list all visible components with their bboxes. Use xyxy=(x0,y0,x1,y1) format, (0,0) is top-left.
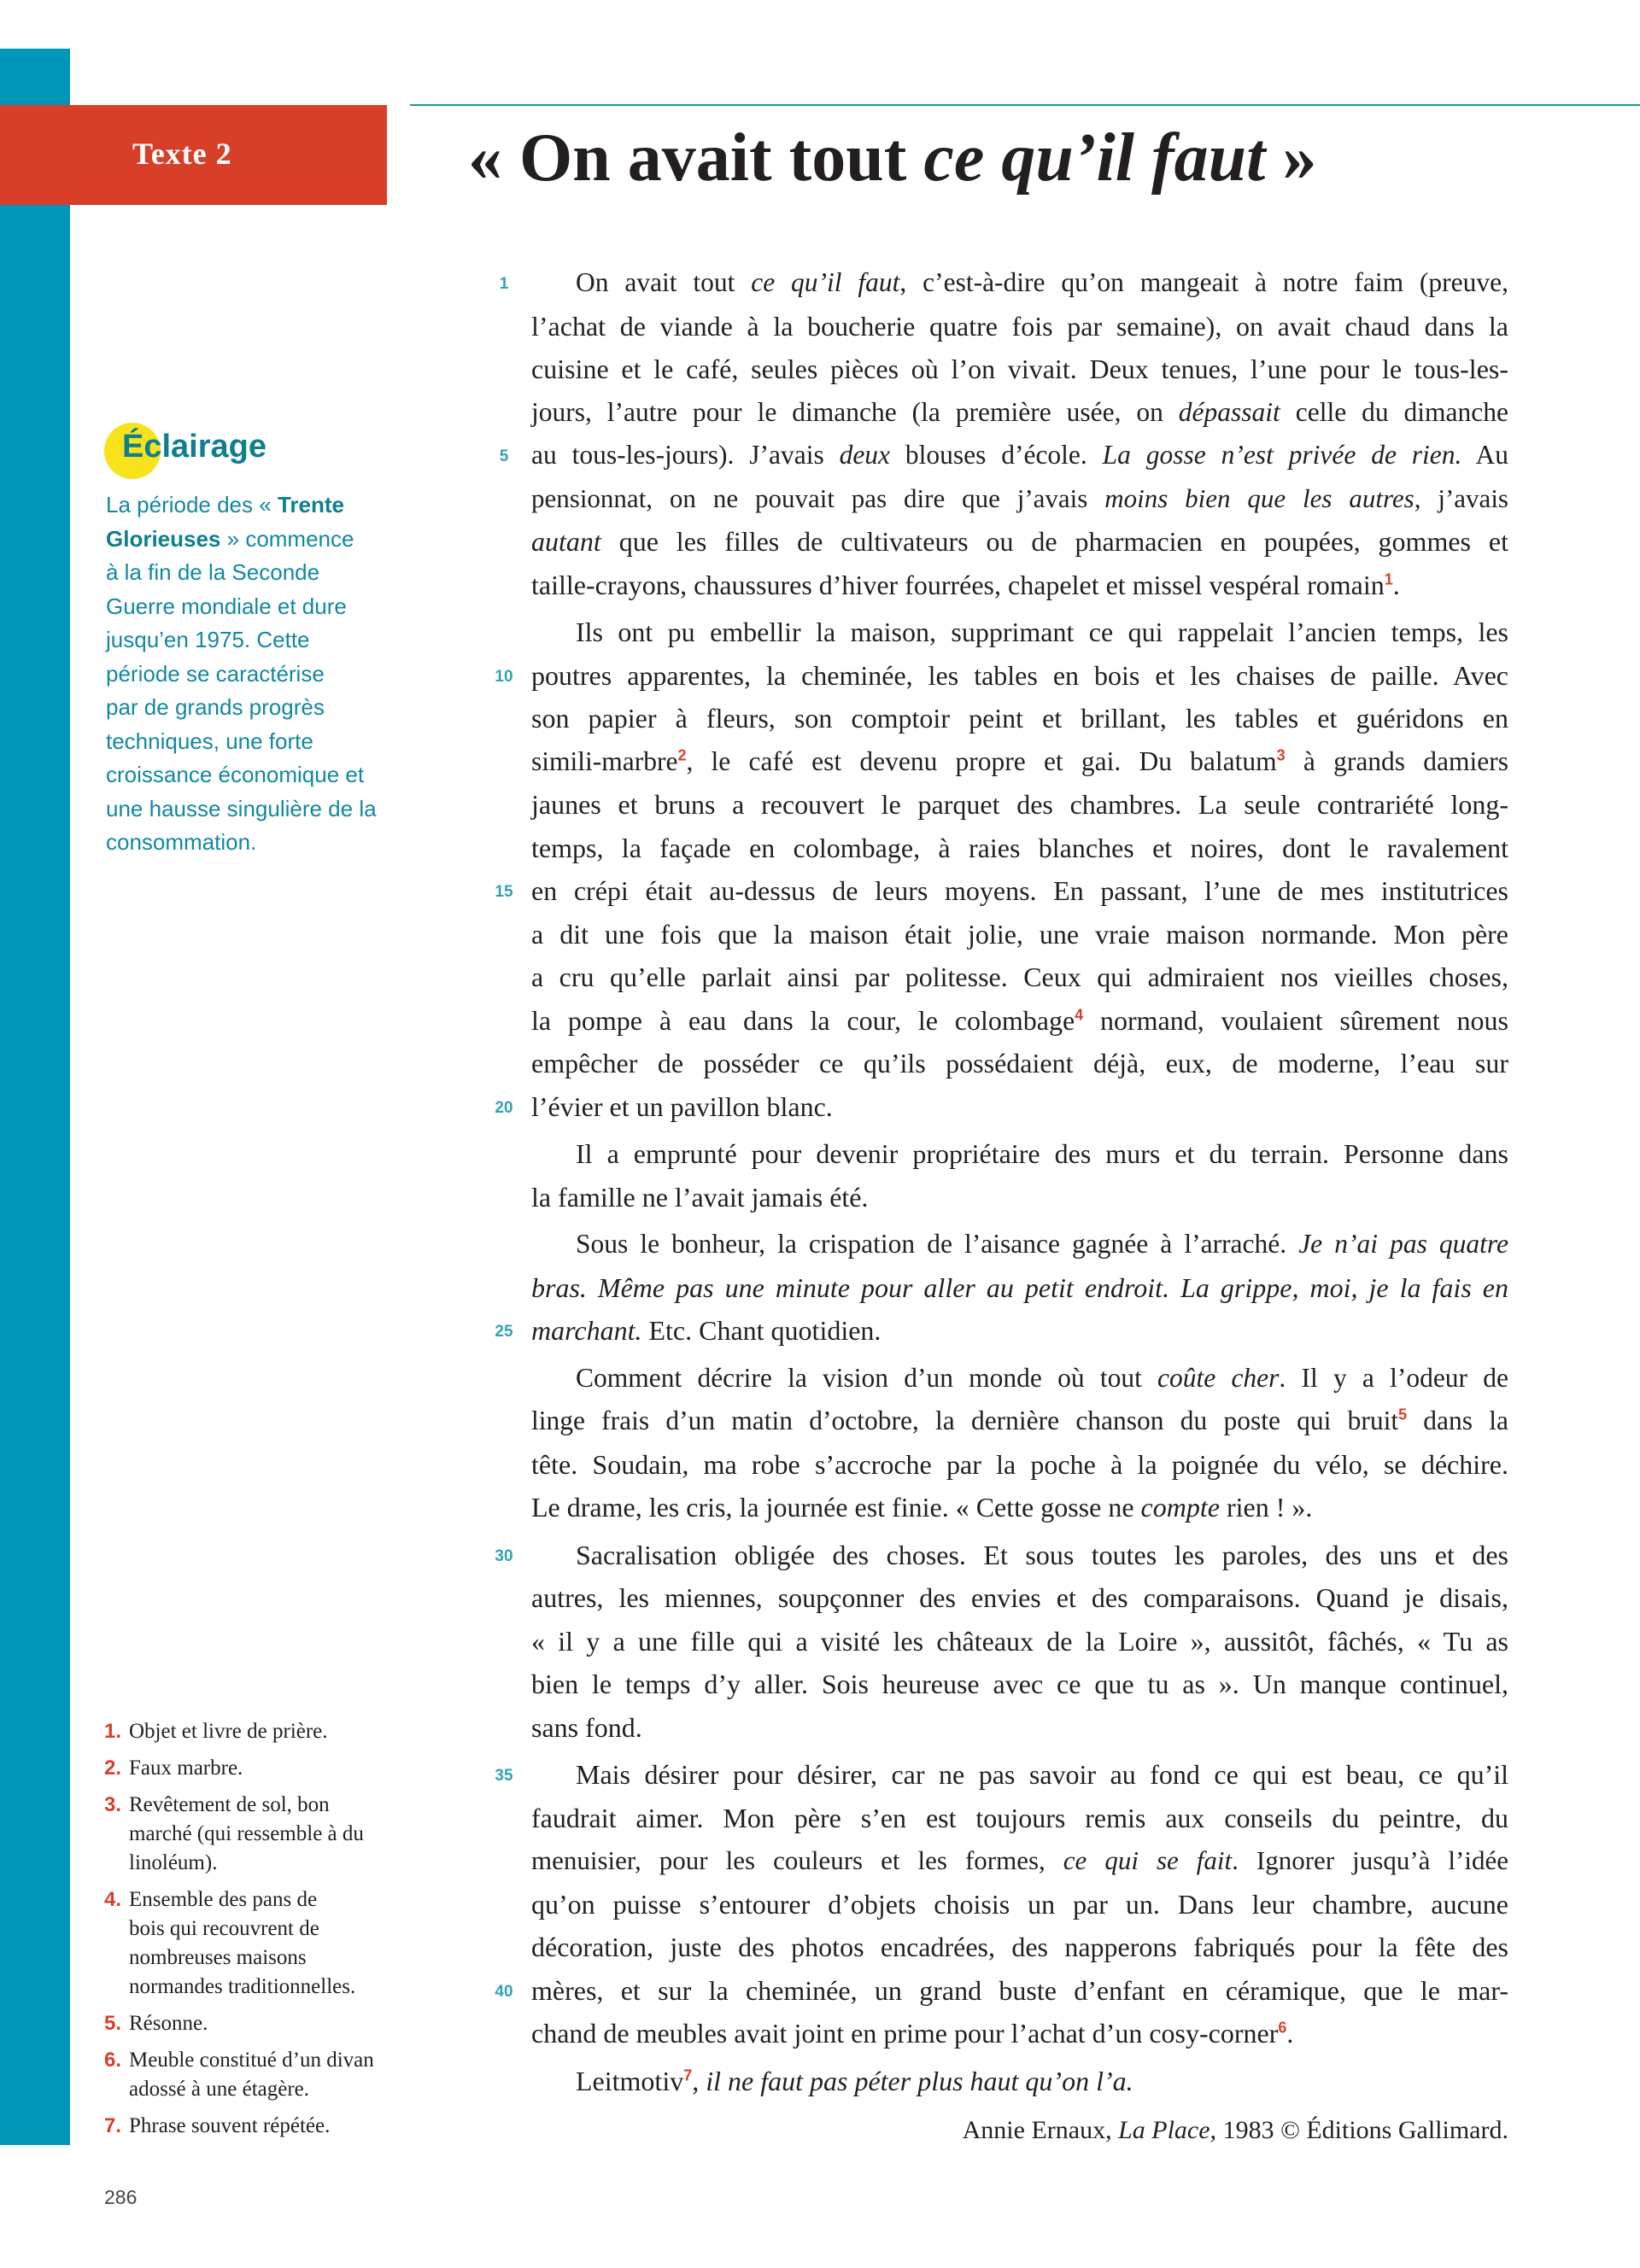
text-run: , xyxy=(692,2065,706,2096)
line-content xyxy=(531,1932,1508,1962)
eclairage-line xyxy=(106,590,422,624)
line-content xyxy=(531,617,1508,647)
footnote-text: Phrase souvent répétée. xyxy=(129,2114,331,2137)
text-run: menuisier, pour les couleurs et les formes, xyxy=(531,1845,1063,1875)
main-text xyxy=(495,261,1508,2102)
text-run: pensionnat, on ne pouvait pas dire que j’avais xyxy=(531,482,1105,513)
text-run: chand de meubles avait joint en prime pour l’achat d’un cosy-corner xyxy=(531,2018,1279,2049)
line-content xyxy=(531,1540,1508,1570)
text-run: poutres apparentes, la cheminée, les tables en bois et les chaises de paille. Avec xyxy=(531,659,1508,691)
text-run: une hausse singulière de la xyxy=(106,795,377,821)
line-content xyxy=(531,1975,1508,2006)
italic-text: marchant. xyxy=(531,1315,642,1346)
footnote-text: nombreuses maisons xyxy=(129,1946,307,1969)
footnote-text: normandes traditionnelles. xyxy=(129,1975,356,1998)
citation-work: La Place, xyxy=(1118,2116,1217,2144)
line-content xyxy=(531,746,1508,776)
text-line xyxy=(531,1706,1508,1750)
text-line xyxy=(531,1266,1508,1310)
footnote-ref: 3 xyxy=(1276,746,1286,763)
text-run: celle du dimanche xyxy=(1280,396,1508,427)
footnote-text: Revêtement de sol, bon xyxy=(129,1793,330,1816)
text-line xyxy=(495,1085,1508,1129)
footnote-ref: 7 xyxy=(683,2066,693,2084)
text-run: taille-crayons, chaussures d’hiver fourrées, chapelet et missel vespéral romain xyxy=(531,569,1385,600)
line-content xyxy=(531,833,1508,863)
text-line xyxy=(531,697,1508,740)
line-content xyxy=(531,875,1508,906)
page-number: 286 xyxy=(104,2186,138,2208)
text-run: Il a emprunté pour devenir propriétaire des murs et du terrain. Personne dans xyxy=(576,1138,1508,1169)
text-run: jusqu’en 1975. Cette xyxy=(106,627,310,652)
footnote-text: adossé à une étagère. xyxy=(129,2078,309,2101)
footnote-number: 6. xyxy=(104,2049,122,2072)
text-run: a cru qu’elle parlait ainsi par politesse. Ceux qui admiraient nos vieilles choses, xyxy=(531,962,1508,992)
citation-publisher: 1983 © Éditions Gallimard. xyxy=(1216,2116,1508,2144)
footnote-number: 4. xyxy=(104,1888,122,1911)
text-line xyxy=(531,1883,1508,1926)
footnote-item xyxy=(104,1754,429,1783)
italic-text: bras. Même pas une minute pour aller au petit endroit. La grippe, moi, je la fais en xyxy=(531,1271,1508,1303)
text-line xyxy=(531,1357,1508,1400)
line-content xyxy=(531,1229,1508,1259)
line-content xyxy=(531,267,1508,297)
text-run: Etc. Chant quotidien. xyxy=(641,1315,882,1346)
line-content xyxy=(531,1803,1508,1833)
line-content xyxy=(531,962,1508,992)
line-content xyxy=(531,397,1508,427)
footnote-ref: 5 xyxy=(1398,1406,1408,1423)
footnote-number: 1. xyxy=(104,1720,122,1743)
text-run: , c’est-à-dire qu’on mangeait à notre faim (preuve, xyxy=(899,267,1508,297)
text-run: , j’avais xyxy=(1414,482,1508,513)
line-number: 10 xyxy=(495,667,513,686)
line-content xyxy=(531,1005,1508,1036)
text-run: » commence xyxy=(220,525,354,552)
line-content xyxy=(531,1138,1508,1169)
footnote-text: linoléum). xyxy=(129,1851,218,1874)
footnote-text: Ensemble des pans de xyxy=(129,1888,318,1911)
text-run: On avait tout xyxy=(576,267,752,297)
text-run: a dit une fois que la maison était jolie, une vraie maison normande. Mon père xyxy=(531,918,1508,950)
text-line xyxy=(531,1486,1508,1529)
line-content xyxy=(531,1845,1508,1875)
text-run: jaunes et bruns a recouvert le parquet des chambres. La seule contrariété long- xyxy=(531,789,1508,820)
text-line xyxy=(531,477,1508,521)
line-content xyxy=(531,660,1508,691)
line-content xyxy=(531,1759,1508,1790)
italic-text: compte xyxy=(1140,1492,1220,1523)
line-content xyxy=(531,570,1400,600)
text-run: dans la xyxy=(1407,1406,1508,1435)
line-content xyxy=(531,1626,1508,1657)
eclairage-text xyxy=(106,488,422,860)
italic-text: il ne faut pas péter plus haut qu’on l’a. xyxy=(706,2065,1133,2096)
text-line xyxy=(531,913,1508,956)
text-line xyxy=(531,1042,1508,1085)
eclairage-line xyxy=(106,488,422,523)
text-run: Guerre mondiale et dure xyxy=(106,593,347,619)
text-run: cuisine et le café, seules pièces où l’on vivait. Deux tenues, l’une pour le tous-les- xyxy=(531,354,1508,384)
text-run: la famille ne l’avait jamais été. xyxy=(531,1181,869,1213)
text-line xyxy=(531,999,1508,1043)
text-line xyxy=(531,1400,1508,1443)
text-line xyxy=(499,261,1508,305)
text-line xyxy=(531,391,1508,435)
text-run: mères, et sur la cheminée, un grand buste d’enfant en céramique, que le mar- xyxy=(531,1974,1508,2006)
footnote-text: bois qui recouvrent de xyxy=(129,1917,319,1940)
text-line xyxy=(495,1309,1508,1353)
eclairage-line xyxy=(106,691,422,725)
text-line xyxy=(531,1176,1508,1219)
footnote-ref: 6 xyxy=(1278,2019,1287,2037)
text-line xyxy=(531,520,1508,564)
text-run: l’évier et un pavillon blanc. xyxy=(531,1090,833,1122)
eclairage-line xyxy=(106,658,422,692)
line-content xyxy=(531,1091,833,1122)
footnote-item xyxy=(104,2112,429,2141)
footnote-text: Faux marbre. xyxy=(129,1757,243,1780)
text-run: par de grands progrès xyxy=(106,694,325,720)
footnote-number: 3. xyxy=(104,1793,122,1816)
footnote-item xyxy=(104,2046,429,2104)
text-line xyxy=(531,1223,1508,1266)
text-line xyxy=(531,564,1508,607)
text-run: sans fond. xyxy=(531,1711,642,1743)
footnote-number: 2. xyxy=(104,1757,122,1780)
footnote-text: marché (qui ressemble à du xyxy=(129,1822,364,1845)
text-run: . Ignorer jusqu’à l’idée xyxy=(1232,1845,1508,1875)
text-run: au tous-les-jours). J’avais xyxy=(531,440,840,470)
line-content xyxy=(531,483,1508,513)
eclairage-line xyxy=(106,758,422,792)
line-number: 15 xyxy=(495,883,513,901)
text-run: empêcher de posséder ce qu’ils possédaient déjà, eux, de moderne, l’eau sur xyxy=(531,1048,1508,1078)
text-run: consommation. xyxy=(106,829,257,855)
line-content xyxy=(531,2018,1293,2049)
text-run: que les filles de cultivateurs ou de pharmacien en poupées, gommes et xyxy=(600,526,1508,557)
text-line xyxy=(499,434,1508,477)
text-line xyxy=(531,956,1508,999)
page-title xyxy=(468,120,1316,197)
title-close-quote: » xyxy=(1265,120,1317,196)
line-number: 20 xyxy=(495,1098,513,1117)
line-content xyxy=(531,919,1508,950)
bold-text: Glorieuses xyxy=(106,525,221,552)
line-content xyxy=(531,1582,1508,1613)
text-run: Comment décrire la vision d’un monde où tout xyxy=(576,1362,1158,1393)
text-run: tête. Soudain, ma robe s’accroche par la poche à la poignée du vélo, se déchire. xyxy=(531,1448,1508,1480)
eclairage-line xyxy=(106,826,422,860)
text-run: autres, les miennes, soupçonner des envies et des comparaisons. Quand je disais, xyxy=(531,1582,1508,1613)
line-content xyxy=(531,440,1508,470)
eclairage-heading: Éclairage xyxy=(122,429,266,465)
text-run: normand, voulaient sûrement nous xyxy=(1083,1004,1508,1036)
footnote-item xyxy=(104,2009,429,2038)
title-rule xyxy=(410,104,1640,106)
text-line xyxy=(531,1663,1508,1706)
text-run: qu’on puisse s’entourer d’objets choisis un par un. Dans leur chambre, aucune xyxy=(531,1888,1508,1920)
text-line xyxy=(531,305,1508,348)
text-line xyxy=(531,1576,1508,1620)
text-run: en crépi était au-dessus de leurs moyens. En passant, l’une de mes institutrices xyxy=(531,875,1508,906)
citation xyxy=(963,2116,1508,2145)
text-line xyxy=(531,2060,1508,2103)
text-label-badge xyxy=(0,105,387,205)
text-run: Le drame, les cris, la journée est finie. « Cette gosse ne xyxy=(531,1492,1141,1523)
footnote-text: Résonne. xyxy=(129,2012,208,2035)
text-run: faudrait aimer. Mon père s’en est toujours remis aux conseils du peintre, du xyxy=(531,1802,1508,1833)
line-content xyxy=(531,789,1508,820)
text-run: « il y a une fille qui a visité les châteaux de la Loire », aussitôt, fâchés, « Tu as xyxy=(531,1625,1508,1657)
line-content xyxy=(531,311,1508,342)
text-run: blouses d’école. xyxy=(890,440,1103,470)
italic-text: ce qu’il faut xyxy=(751,267,900,297)
footnotes xyxy=(104,1717,429,2148)
sidebar-color-bar xyxy=(0,49,70,2145)
line-content xyxy=(531,1712,642,1743)
text-run: Sacralisation obligée des choses. Et sous toutes les paroles, des uns et des xyxy=(576,1539,1508,1570)
text-run: La période des « xyxy=(106,492,278,517)
text-line xyxy=(531,1839,1508,1883)
text-line xyxy=(531,740,1508,784)
text-run: croissance économique et xyxy=(106,762,365,787)
text-run: la pompe à eau dans la cour, le colombage xyxy=(531,1004,1075,1036)
text-line xyxy=(531,1443,1508,1487)
text-line xyxy=(531,2012,1508,2055)
eclairage-line xyxy=(106,725,422,759)
line-content xyxy=(531,1048,1508,1078)
text-run: Ils ont pu embellir la maison, supprimant ce qui rappelait l’ancien temps, les xyxy=(576,617,1508,647)
text-line xyxy=(495,1534,1508,1577)
text-run: Leitmotiv xyxy=(576,2065,684,2096)
line-content xyxy=(531,1889,1508,1920)
text-line xyxy=(531,783,1508,827)
text-run: , le café est devenu propre et gai. Du balatum xyxy=(686,745,1277,776)
text-run: Au xyxy=(1461,440,1508,470)
citation-author: Annie Ernaux, xyxy=(962,2116,1119,2144)
italic-text: ce qui se fait xyxy=(1063,1845,1233,1875)
line-content xyxy=(531,1492,1312,1523)
line-content xyxy=(531,354,1508,384)
text-line xyxy=(531,348,1508,391)
footnote-number: 7. xyxy=(104,2114,122,2137)
text-run: son papier à fleurs, son comptoir peint et brillant, les tables et guéridons en xyxy=(531,703,1508,734)
line-content xyxy=(531,1315,881,1346)
line-content xyxy=(531,703,1508,734)
line-number: 5 xyxy=(499,447,509,465)
text-line xyxy=(531,1620,1508,1663)
text-run: décoration, juste des photos encadrées, des napperons fabriqués pour la fête des xyxy=(531,1932,1508,1962)
text-line xyxy=(531,1797,1508,1840)
text-line xyxy=(531,1926,1508,1969)
line-content xyxy=(531,1182,868,1213)
text-run: Sous le bonheur, la crispation de l’aisance gagnée à l’arraché. xyxy=(576,1229,1299,1259)
eclairage-line xyxy=(106,792,422,827)
italic-text: deux xyxy=(839,440,891,470)
bold-text: Trente xyxy=(277,492,344,517)
eclairage-line xyxy=(106,623,422,658)
italic-text: Je n’ai pas quatre xyxy=(1298,1229,1508,1259)
text-line xyxy=(495,654,1508,698)
line-number: 25 xyxy=(495,1323,513,1341)
footnote-ref: 2 xyxy=(677,746,687,763)
text-run: Mais désirer pour désirer, car ne pas savoir au fond ce qui est beau, ce qu’il xyxy=(576,1759,1508,1790)
footnote-item xyxy=(104,1791,429,1878)
eclairage-line xyxy=(106,523,422,557)
text-run: à la fin de la Seconde xyxy=(106,559,320,585)
text-run: . xyxy=(1392,569,1400,600)
line-content xyxy=(531,2066,1133,2096)
line-content xyxy=(531,1449,1508,1480)
line-content xyxy=(531,526,1508,557)
footnote-item xyxy=(104,1885,429,2002)
text-line xyxy=(495,869,1508,913)
text-run: rien ! ». xyxy=(1219,1492,1313,1523)
italic-text: moins bien que les autres xyxy=(1104,482,1414,513)
footnote-ref: 1 xyxy=(1384,570,1393,587)
text-line xyxy=(495,1753,1508,1797)
line-number: 1 xyxy=(499,275,509,293)
text-run: jours, l’autre pour le dimanche (la première usée, on xyxy=(531,396,1179,427)
italic-text: coûte cher xyxy=(1157,1362,1280,1393)
text-run: linge frais d’un matin d’octobre, la dernière chanson du poste qui bruit xyxy=(531,1406,1399,1435)
text-line xyxy=(495,1969,1508,2013)
text-label: Texte 2 xyxy=(132,137,232,171)
text-run: période se caractérise xyxy=(106,660,325,687)
footnote-text: Meuble constitué d’un divan xyxy=(129,2049,374,2072)
italic-text: autant xyxy=(531,526,601,557)
eclairage-line xyxy=(106,556,422,590)
line-content xyxy=(531,1669,1508,1699)
text-run: bien le temps d’y aller. Sois heureuse avec ce que tu as ». Un manque continuel, xyxy=(531,1669,1508,1699)
line-content xyxy=(531,1363,1508,1393)
text-line xyxy=(531,1132,1508,1176)
text-run: . xyxy=(1286,2018,1294,2049)
text-line xyxy=(531,611,1508,654)
title-italic-text: ce qu’il faut xyxy=(923,120,1266,196)
footnote-number: 5. xyxy=(104,2012,122,2035)
title-text: « On avait tout xyxy=(468,120,924,196)
text-run: à grands damiers xyxy=(1285,745,1508,776)
text-run: techniques, une forte xyxy=(106,728,313,754)
footnote-ref: 4 xyxy=(1075,1005,1084,1023)
text-run: temps, la façade en colombage, à raies blanches et noires, dont le ravalement xyxy=(531,832,1508,863)
text-line xyxy=(531,827,1508,870)
line-content xyxy=(531,1272,1508,1303)
footnote-item xyxy=(104,1717,429,1746)
text-run: simili-marbre xyxy=(531,745,678,776)
footnote-text: Objet et livre de prière. xyxy=(129,1720,328,1743)
line-number: 40 xyxy=(495,1982,513,2001)
line-number: 35 xyxy=(495,1767,513,1785)
italic-text: La gosse n’est privée de rien. xyxy=(1102,440,1462,470)
text-run: . Il y a l’odeur de xyxy=(1279,1362,1508,1393)
line-number: 30 xyxy=(495,1546,513,1565)
italic-text: dépassait xyxy=(1178,396,1280,427)
line-content xyxy=(531,1406,1508,1435)
text-run: l’achat de viande à la boucherie quatre fois par semaine), on avait chaud dans la xyxy=(531,310,1508,342)
